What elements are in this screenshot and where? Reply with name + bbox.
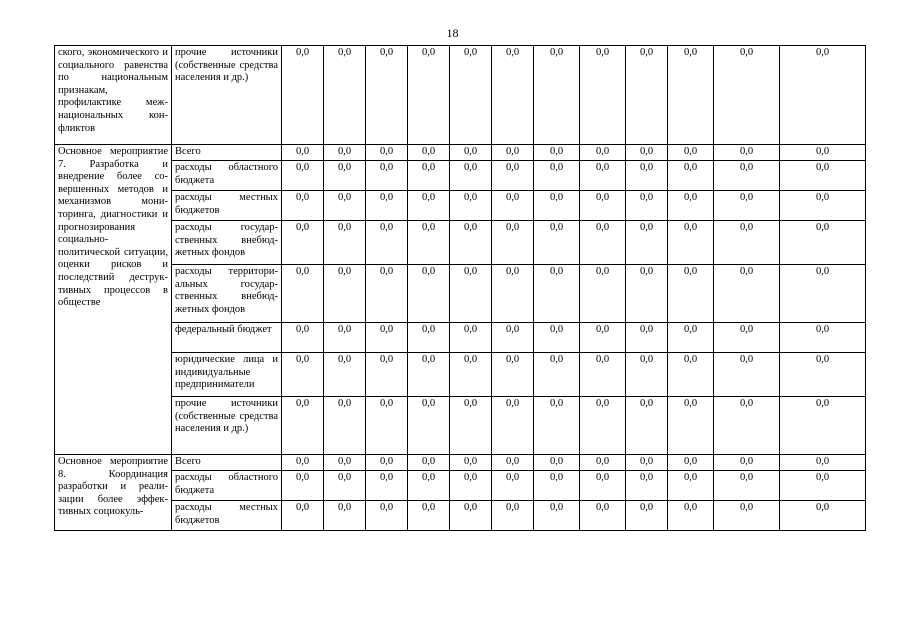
value-cell: 0,0 — [714, 145, 780, 161]
value-cell: 0,0 — [408, 353, 450, 397]
value-cell: 0,0 — [366, 145, 408, 161]
value-cell: 0,0 — [408, 323, 450, 353]
value-cell: 0,0 — [282, 471, 324, 501]
value-cell: 0,0 — [714, 455, 780, 471]
value-cell: 0,0 — [714, 46, 780, 145]
value-cell: 0,0 — [780, 145, 866, 161]
value-cell: 0,0 — [668, 501, 714, 531]
value-cell: 0,0 — [450, 501, 492, 531]
value-cell: 0,0 — [492, 353, 534, 397]
value-cell: 0,0 — [282, 265, 324, 323]
value-cell: 0,0 — [626, 46, 668, 145]
value-cell: 0,0 — [668, 455, 714, 471]
value-cell: 0,0 — [534, 397, 580, 455]
value-cell: 0,0 — [366, 46, 408, 145]
value-cell: 0,0 — [534, 46, 580, 145]
value-cell: 0,0 — [668, 191, 714, 221]
funding-source: расходы областного бюджета — [172, 471, 282, 501]
table-row — [55, 471, 866, 501]
value-cell: 0,0 — [668, 323, 714, 353]
table-row — [55, 145, 866, 161]
value-cell: 0,0 — [534, 455, 580, 471]
value-cell: 0,0 — [626, 455, 668, 471]
value-cell: 0,0 — [450, 46, 492, 145]
funding-source: Всего — [172, 145, 282, 161]
value-cell: 0,0 — [492, 221, 534, 265]
value-cell: 0,0 — [714, 265, 780, 323]
value-cell: 0,0 — [492, 323, 534, 353]
value-cell: 0,0 — [324, 397, 366, 455]
table-row — [55, 221, 866, 265]
funding-source: прочие источники (собственные средства населения и др.) — [172, 397, 282, 455]
value-cell: 0,0 — [626, 501, 668, 531]
value-cell: 0,0 — [366, 471, 408, 501]
value-cell: 0,0 — [324, 46, 366, 145]
value-cell: 0,0 — [668, 265, 714, 323]
value-cell: 0,0 — [366, 191, 408, 221]
value-cell: 0,0 — [492, 455, 534, 471]
value-cell: 0,0 — [366, 397, 408, 455]
value-cell: 0,0 — [714, 323, 780, 353]
table-row — [55, 46, 866, 145]
value-cell: 0,0 — [408, 191, 450, 221]
value-cell: 0,0 — [492, 191, 534, 221]
budget-table-body — [55, 46, 866, 531]
value-cell: 0,0 — [668, 397, 714, 455]
value-cell: 0,0 — [492, 397, 534, 455]
value-cell: 0,0 — [780, 323, 866, 353]
value-cell: 0,0 — [450, 353, 492, 397]
value-cell: 0,0 — [366, 265, 408, 323]
value-cell: 0,0 — [324, 221, 366, 265]
value-cell: 0,0 — [534, 265, 580, 323]
table-row — [55, 397, 866, 455]
value-cell: 0,0 — [324, 265, 366, 323]
funding-source: расходы территориальных государственных внебюджетных фондов — [172, 265, 282, 323]
value-cell: 0,0 — [668, 221, 714, 265]
value-cell: 0,0 — [282, 397, 324, 455]
value-cell: 0,0 — [282, 191, 324, 221]
value-cell: 0,0 — [366, 353, 408, 397]
value-cell: 0,0 — [780, 221, 866, 265]
value-cell: 0,0 — [668, 161, 714, 191]
value-cell: 0,0 — [534, 221, 580, 265]
value-cell: 0,0 — [580, 265, 626, 323]
value-cell: 0,0 — [408, 265, 450, 323]
value-cell: 0,0 — [324, 191, 366, 221]
value-cell: 0,0 — [408, 455, 450, 471]
value-cell: 0,0 — [534, 501, 580, 531]
value-cell: 0,0 — [450, 265, 492, 323]
value-cell: 0,0 — [450, 191, 492, 221]
value-cell: 0,0 — [780, 397, 866, 455]
value-cell: 0,0 — [714, 471, 780, 501]
value-cell: 0,0 — [626, 471, 668, 501]
value-cell: 0,0 — [626, 265, 668, 323]
funding-source: Всего — [172, 455, 282, 471]
value-cell: 0,0 — [668, 145, 714, 161]
value-cell: 0,0 — [626, 145, 668, 161]
table-row — [55, 191, 866, 221]
value-cell: 0,0 — [534, 353, 580, 397]
value-cell: 0,0 — [714, 221, 780, 265]
value-cell: 0,0 — [780, 455, 866, 471]
value-cell: 0,0 — [714, 501, 780, 531]
value-cell: 0,0 — [580, 501, 626, 531]
value-cell: 0,0 — [626, 221, 668, 265]
funding-source: прочие источники (собственные средства населения и др.) — [172, 46, 282, 145]
value-cell: 0,0 — [780, 191, 866, 221]
value-cell: 0,0 — [492, 145, 534, 161]
value-cell: 0,0 — [780, 46, 866, 145]
page-number: 18 — [446, 26, 459, 40]
value-cell: 0,0 — [408, 161, 450, 191]
value-cell: 0,0 — [282, 161, 324, 191]
value-cell: 0,0 — [450, 221, 492, 265]
value-cell: 0,0 — [366, 455, 408, 471]
value-cell: 0,0 — [580, 397, 626, 455]
value-cell: 0,0 — [366, 501, 408, 531]
value-cell: 0,0 — [780, 471, 866, 501]
budget-table — [54, 45, 866, 531]
value-cell: 0,0 — [408, 501, 450, 531]
table-row — [55, 265, 866, 323]
value-cell: 0,0 — [450, 471, 492, 501]
table-row — [55, 323, 866, 353]
funding-source: расходы государственных внебюджетных фондов — [172, 221, 282, 265]
value-cell: 0,0 — [282, 221, 324, 265]
value-cell: 0,0 — [626, 323, 668, 353]
value-cell: 0,0 — [324, 455, 366, 471]
value-cell: 0,0 — [324, 323, 366, 353]
value-cell: 0,0 — [780, 501, 866, 531]
value-cell: 0,0 — [282, 145, 324, 161]
activity-description: Основное мероприятие 7. Разработка и внедрение более совершенных методов и механизмов мониторинга, диагностики и прогнозирования социально-политической ситуации, оценки рисков и последствий деструктивных процессов в обществе — [55, 145, 172, 455]
value-cell: 0,0 — [580, 221, 626, 265]
value-cell: 0,0 — [580, 471, 626, 501]
value-cell: 0,0 — [282, 323, 324, 353]
value-cell: 0,0 — [626, 397, 668, 455]
value-cell: 0,0 — [626, 191, 668, 221]
value-cell: 0,0 — [626, 353, 668, 397]
value-cell: 0,0 — [450, 455, 492, 471]
table-row — [55, 455, 866, 471]
value-cell: 0,0 — [450, 161, 492, 191]
value-cell: 0,0 — [408, 397, 450, 455]
value-cell: 0,0 — [282, 46, 324, 145]
value-cell: 0,0 — [714, 397, 780, 455]
value-cell: 0,0 — [282, 501, 324, 531]
value-cell: 0,0 — [492, 161, 534, 191]
funding-source: расходы местных бюджетов — [172, 191, 282, 221]
value-cell: 0,0 — [668, 471, 714, 501]
value-cell: 0,0 — [324, 353, 366, 397]
value-cell: 0,0 — [492, 46, 534, 145]
value-cell: 0,0 — [450, 145, 492, 161]
funding-source: расходы местных бюджетов — [172, 501, 282, 531]
activity-description: Основное мероприятие 8. Координация разработки и реализации более эффективных социокуль- — [55, 455, 172, 531]
value-cell: 0,0 — [282, 353, 324, 397]
value-cell: 0,0 — [534, 161, 580, 191]
value-cell: 0,0 — [668, 46, 714, 145]
value-cell: 0,0 — [408, 471, 450, 501]
value-cell: 0,0 — [580, 145, 626, 161]
table-row — [55, 501, 866, 531]
value-cell: 0,0 — [580, 161, 626, 191]
value-cell: 0,0 — [580, 455, 626, 471]
value-cell: 0,0 — [580, 323, 626, 353]
value-cell: 0,0 — [626, 161, 668, 191]
value-cell: 0,0 — [492, 501, 534, 531]
table-row — [55, 353, 866, 397]
value-cell: 0,0 — [534, 191, 580, 221]
activity-description: ского, экономического и социального равенства по национальным признакам, профилактике межнациональных конфликтов — [55, 46, 172, 145]
value-cell: 0,0 — [780, 265, 866, 323]
funding-source: федеральный бюджет — [172, 323, 282, 353]
funding-source: расходы областного бюджета — [172, 161, 282, 191]
table-row — [55, 161, 866, 191]
value-cell: 0,0 — [492, 265, 534, 323]
value-cell: 0,0 — [714, 191, 780, 221]
value-cell: 0,0 — [534, 145, 580, 161]
value-cell: 0,0 — [408, 221, 450, 265]
value-cell: 0,0 — [580, 46, 626, 145]
value-cell: 0,0 — [450, 323, 492, 353]
value-cell: 0,0 — [324, 145, 366, 161]
value-cell: 0,0 — [324, 501, 366, 531]
value-cell: 0,0 — [450, 397, 492, 455]
value-cell: 0,0 — [408, 145, 450, 161]
value-cell: 0,0 — [492, 471, 534, 501]
value-cell: 0,0 — [714, 161, 780, 191]
value-cell: 0,0 — [282, 455, 324, 471]
value-cell: 0,0 — [324, 471, 366, 501]
value-cell: 0,0 — [780, 161, 866, 191]
value-cell: 0,0 — [780, 353, 866, 397]
value-cell: 0,0 — [534, 471, 580, 501]
value-cell: 0,0 — [668, 353, 714, 397]
value-cell: 0,0 — [408, 46, 450, 145]
value-cell: 0,0 — [366, 161, 408, 191]
value-cell: 0,0 — [714, 353, 780, 397]
value-cell: 0,0 — [580, 191, 626, 221]
funding-source: юридические лица и индивидуальные предприниматели — [172, 353, 282, 397]
value-cell: 0,0 — [534, 323, 580, 353]
value-cell: 0,0 — [580, 353, 626, 397]
value-cell: 0,0 — [324, 161, 366, 191]
value-cell: 0,0 — [366, 221, 408, 265]
value-cell: 0,0 — [366, 323, 408, 353]
